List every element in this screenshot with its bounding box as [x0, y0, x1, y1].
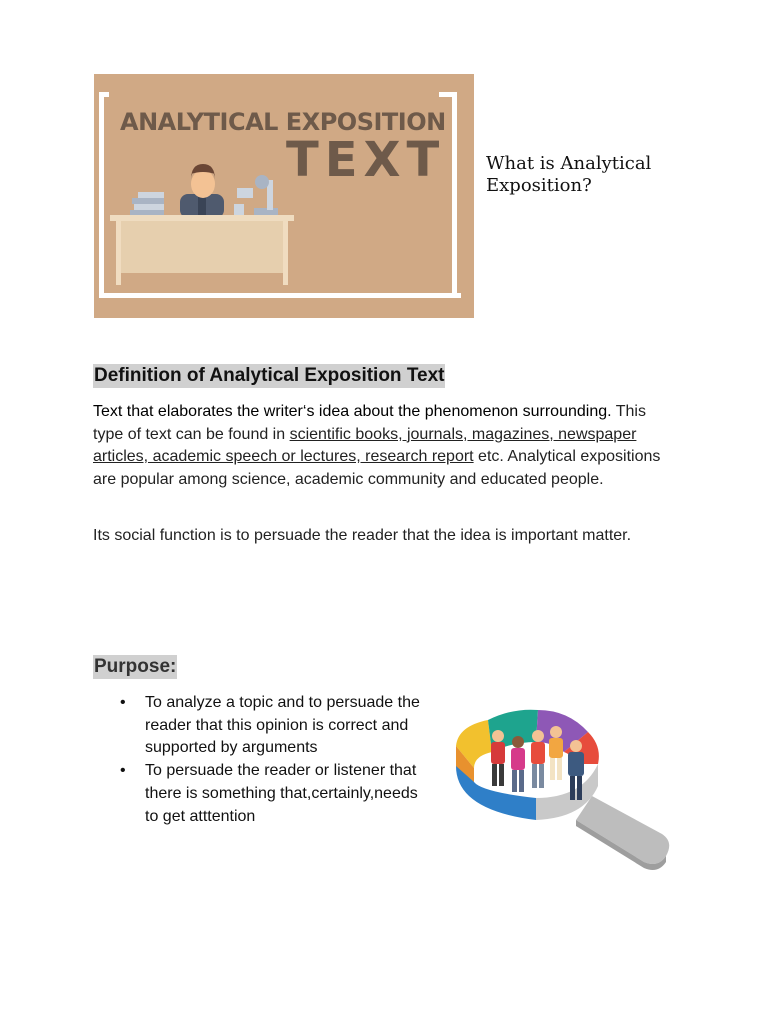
- purpose-list: [116, 692, 436, 828]
- definition-lead: Text that elaborates the writer‘s idea about the phenomenon surrounding.: [93, 403, 612, 420]
- magnifier-people-illustration: [452, 706, 677, 871]
- side-question: What is Analytical Exposition?: [486, 153, 652, 196]
- list-item: • To persuade the reader or listener that there is something that,certainly,needs to get atttention: [116, 760, 425, 828]
- desk-top: [110, 215, 294, 221]
- banner-title-line2: TEXT: [286, 132, 446, 188]
- person-head-icon: [191, 170, 215, 198]
- definition-paragraph: [93, 401, 673, 492]
- definition-sources-link[interactable]: scientific books, journals, magazines, newspaper articles, academic speech or lectures, research report: [93, 425, 637, 466]
- definition-end: etc. Analytical expositions are popular among science, academic community and educated people.: [93, 448, 661, 489]
- list-item: • To analyze a topic and to persuade the reader that this opinion is correct and supported by arguments: [116, 692, 425, 760]
- book-icon: [132, 198, 164, 204]
- desk-scientist-illustration: [94, 74, 474, 318]
- definition-mid: This type of text can be found in: [93, 403, 646, 443]
- book-icon: [134, 204, 164, 210]
- definition-heading: Definition of Analytical Exposition Text: [94, 365, 445, 386]
- banner-title-line1: ANALYTICAL EXPOSITION: [120, 108, 446, 136]
- social-function-paragraph: Its social function is to persuade the reader that the idea is important matter.: [93, 527, 632, 544]
- desk-body: [116, 221, 288, 273]
- book-icon: [138, 192, 164, 198]
- banner-image: [94, 74, 474, 318]
- purpose-heading: Purpose:: [94, 656, 177, 677]
- microscope-icon: [254, 208, 278, 216]
- book-icon: [130, 210, 164, 215]
